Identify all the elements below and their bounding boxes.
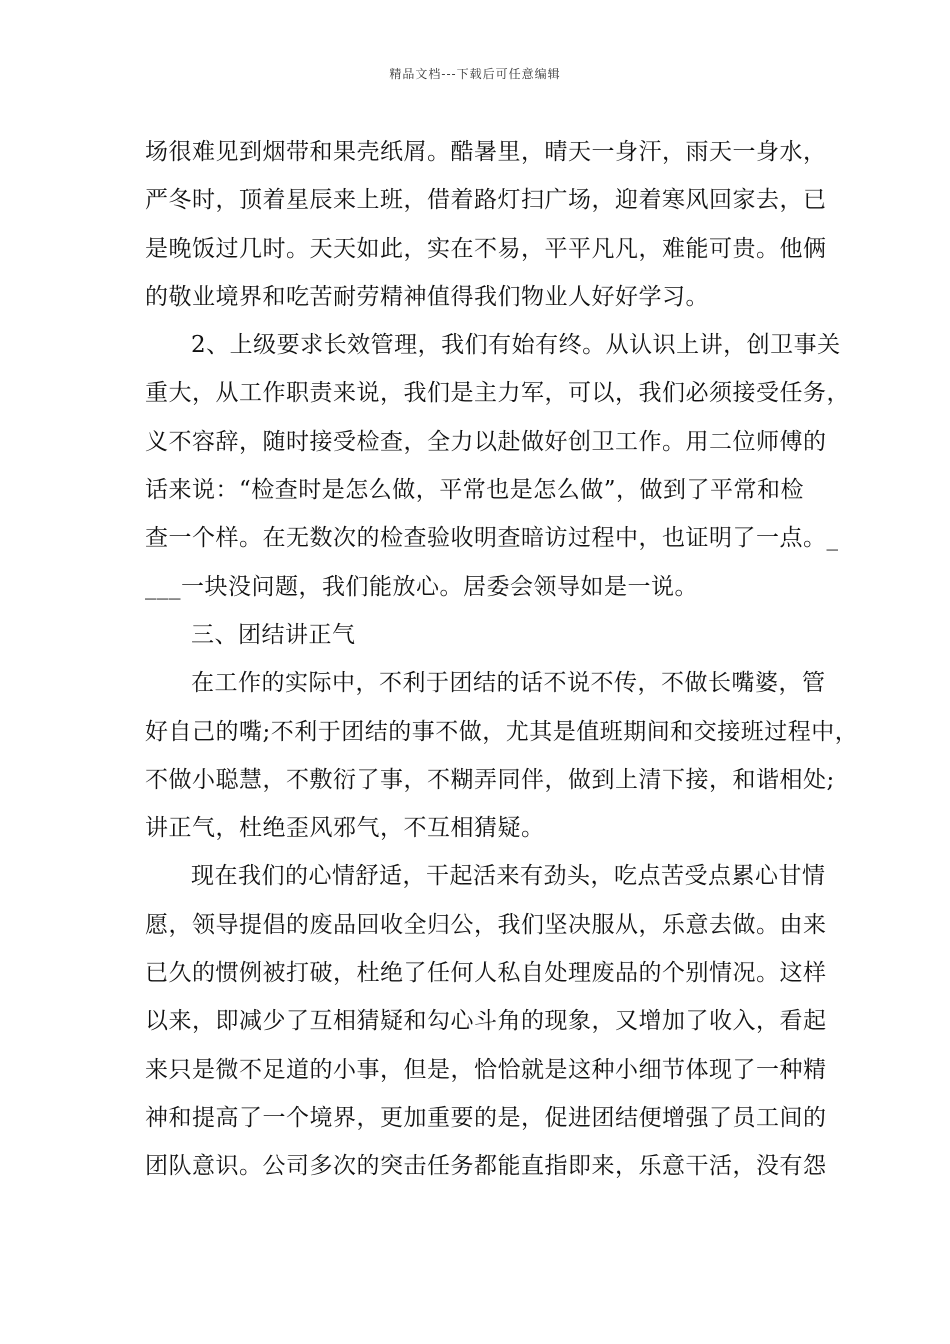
text-line: 已久的惯例被打破，杜绝了任何人私自处理废品的个别情况。这样 xyxy=(145,960,827,987)
document-body xyxy=(145,128,859,1191)
page-header: 精品文档---下载后可任意编辑 xyxy=(389,67,561,81)
text-line: 的敬业境界和吃苦耐劳精神值得我们物业人好好学习。 xyxy=(145,283,709,310)
text-line: 是晚饭过几时。天天如此，实在不易，平平凡凡，难能可贵。他俩 xyxy=(145,235,827,262)
text-line: 查一个样。在无数次的检查验收明查暗访过程中，也证明了一点。_ xyxy=(145,525,839,552)
text-line: ___一块没问题，我们能放心。居委会领导如是一说。 xyxy=(145,573,698,600)
text-line: 重大，从工作职责来说，我们是主力军，可以，我们必须接受任务， xyxy=(145,380,850,407)
text-line: 讲正气，杜绝歪风邪气，不互相猜疑。 xyxy=(145,815,545,842)
text-line: 义不容辞，随时接受检查，全力以赴做好创卫工作。用二位师傅的 xyxy=(145,428,827,455)
section-heading: 三、团结讲正气 xyxy=(191,621,356,648)
text-line: 不做小聪慧，不敷衍了事，不糊弄同伴，做到上清下接，和谐相处; xyxy=(145,766,835,793)
text-line: 神和提高了一个境界，更加重要的是，促进团结便增强了员工间的 xyxy=(145,1104,827,1131)
text-line: 来只是微不足道的小事，但是，恰恰就是这种小细节体现了一种精 xyxy=(145,1056,827,1083)
text-line: 以来，即减少了互相猜疑和勾心斗角的现象，又增加了收入，看起 xyxy=(145,1008,827,1035)
text-line: 现在我们的心情舒适，干起活来有劲头，吃点苦受点累心甘情 xyxy=(191,863,826,890)
text-line: 话来说：“检查时是怎么做，平常也是怎么做”，做到了平常和检 xyxy=(145,477,805,504)
text-line: 好自己的嘴;不利于团结的事不做，尤其是值班期间和交接班过程中， xyxy=(145,718,859,745)
text-line: 2、上级要求长效管理，我们有始有终。从认识上讲，创卫事关 xyxy=(191,332,841,359)
text-line: 场很难见到烟带和果壳纸屑。酷暑里，晴天一身汗，雨天一身水， xyxy=(145,139,827,165)
text-line: 团队意识。公司多次的突击任务都能直指即来，乐意干活，没有怨 xyxy=(145,1153,827,1180)
text-line: 愿，领导提倡的废品回收全归公，我们坚决服从，乐意去做。由来 xyxy=(145,911,827,938)
text-line: 严冬时，顶着星辰来上班，借着路灯扫广场，迎着寒风回家去，已 xyxy=(145,187,827,214)
text-line: 在工作的实际中，不利于团结的话不说不传，不做长嘴婆，管 xyxy=(191,670,826,697)
